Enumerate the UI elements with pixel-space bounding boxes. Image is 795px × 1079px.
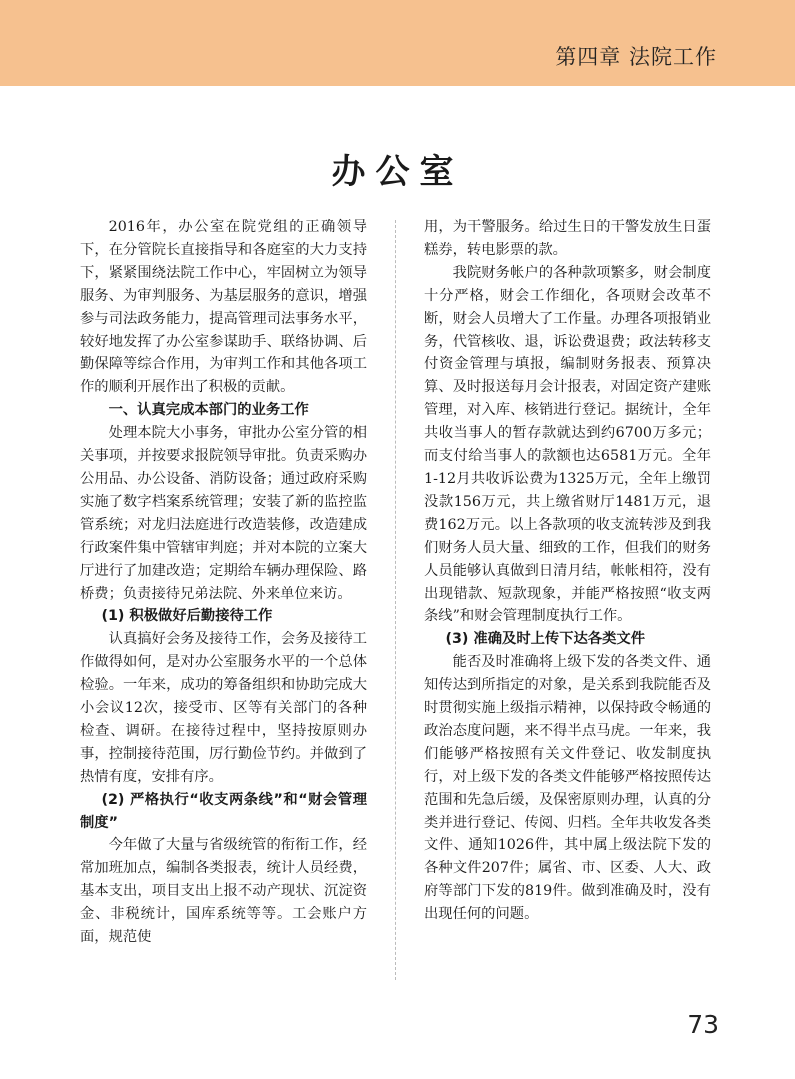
right-column [424, 216, 711, 926]
header-band [0, 0, 795, 86]
subsection-paragraph: 认真搞好会务及接待工作，会务及接待工作做得如何，是对办公室服务水平的一个总体检验。一年来，成功的筹备组织和协助完成大小会议12次，接受市、区等有关部门的各种检查、调研。在接待过程中，坚持按原则办事，控制接待范围，厉行勤俭节约。并做到了热情有度，安排有序。 [80, 631, 367, 785]
finance-paragraph: 我院财务帐户的各种款项繁多，财会制度十分严格，财会工作细化，各项财会改革不断，财会人员增大了工作量。办理各项报销业务，代管核收、退，诉讼费退费；政法转移支付资金管理与填报，编制财务报表、预算决算、及时报送每月会计报表，对固定资产建账管理，对入库、核销进行登记。据统计，全年共收当事人的暂存款就达到约6700万多元；而支付给当事人的款额也达6581万元。全年1-12月共收诉讼费为1325万元，全年上缴罚没款156万元，共上缴省财厅1481万元，退费162万元。以上各款项的收支流转涉及到我们财务人员大量、细致的工作，但我们的财务人员能够认真做到日清月结，帐帐相符，没有出现错款、短款现象，并能严格按照“收支两条线”和财会管理制度执行工作。 [424, 264, 711, 625]
intro-paragraph: 2016年，办公室在院党组的正确领导下，在分管院长直接指导和各庭室的大力支持下，紧紧围绕法院工作中心，牢固树立为领导服务、为审判服务、为基层服务的意识，增强参与司法政务能力，提高管理司法事务水平，较好地发挥了办公室参谋助手、联络协调、后勤保障等综合作用，为审判工作和其他各项工作的顺利开展作出了积极的贡献。 [80, 219, 367, 396]
continued-paragraph: 用，为干警服务。给过生日的干警发放生日蛋糕券，转电影票的款。 [424, 219, 711, 258]
subsection-heading: (3) 准确及时上传下达各类文件 [445, 631, 645, 648]
column-divider [395, 220, 396, 980]
subsection-heading: (2) 严格执行“收支两条线”和“财会管理制度” [80, 791, 367, 831]
subsection-paragraph: 能否及时准确将上级下发的各类文件、通知传达到所指定的对象，是关系到我院能否及时贯彻实施上级指示精神，以保持政令畅通的政治态度问题，来不得半点马虎。一年来，我们能够严格按照有关文件登记、收发制度执行，对上级下发的各类文件能够严格按照传达范围和先急后缓，及保密原则办理，认真的分类并进行登记、传阅、归档。全年共收发各类文件、通知1026件，其中属上级法院下发的各种文件207件；属省、市、区委、人大、政府等部门下发的819件。做到准确及时，没有出现任何的问题。 [424, 654, 711, 923]
section-heading: 一、认真完成本部门的业务工作 [108, 402, 309, 419]
section-paragraph: 处理本院大小事务，审批办公室分管的相关事项，并按要求报院领导审批。负责采购办公用品、办公设备、消防设备；通过政府采购实施了数字档案系统管理；安装了新的监控监管系统；对龙归法庭进行改造装修，改造建成行政案件集中管辖审判庭；并对本院的立案大厅进行了加建改造；定期给车辆办理保险、路桥费；负责接待兄弟法院、外来单位来访。 [80, 425, 367, 602]
left-column [80, 216, 367, 949]
page-number: 73 [687, 1010, 719, 1039]
page-title: 办公室 [331, 152, 464, 192]
subsection-paragraph: 今年做了大量与省级统管的衔衔工作，经常加班加点，编制各类报表，统计人员经费，基本支出，项目支出上报不动产现状、沉淀资金、非税统计，国库系统等等。工会账户方面，规范使 [80, 837, 367, 946]
chapter-title: 第四章 法院工作 [555, 45, 717, 69]
subsection-heading: (1) 积极做好后勤接待工作 [101, 608, 273, 625]
